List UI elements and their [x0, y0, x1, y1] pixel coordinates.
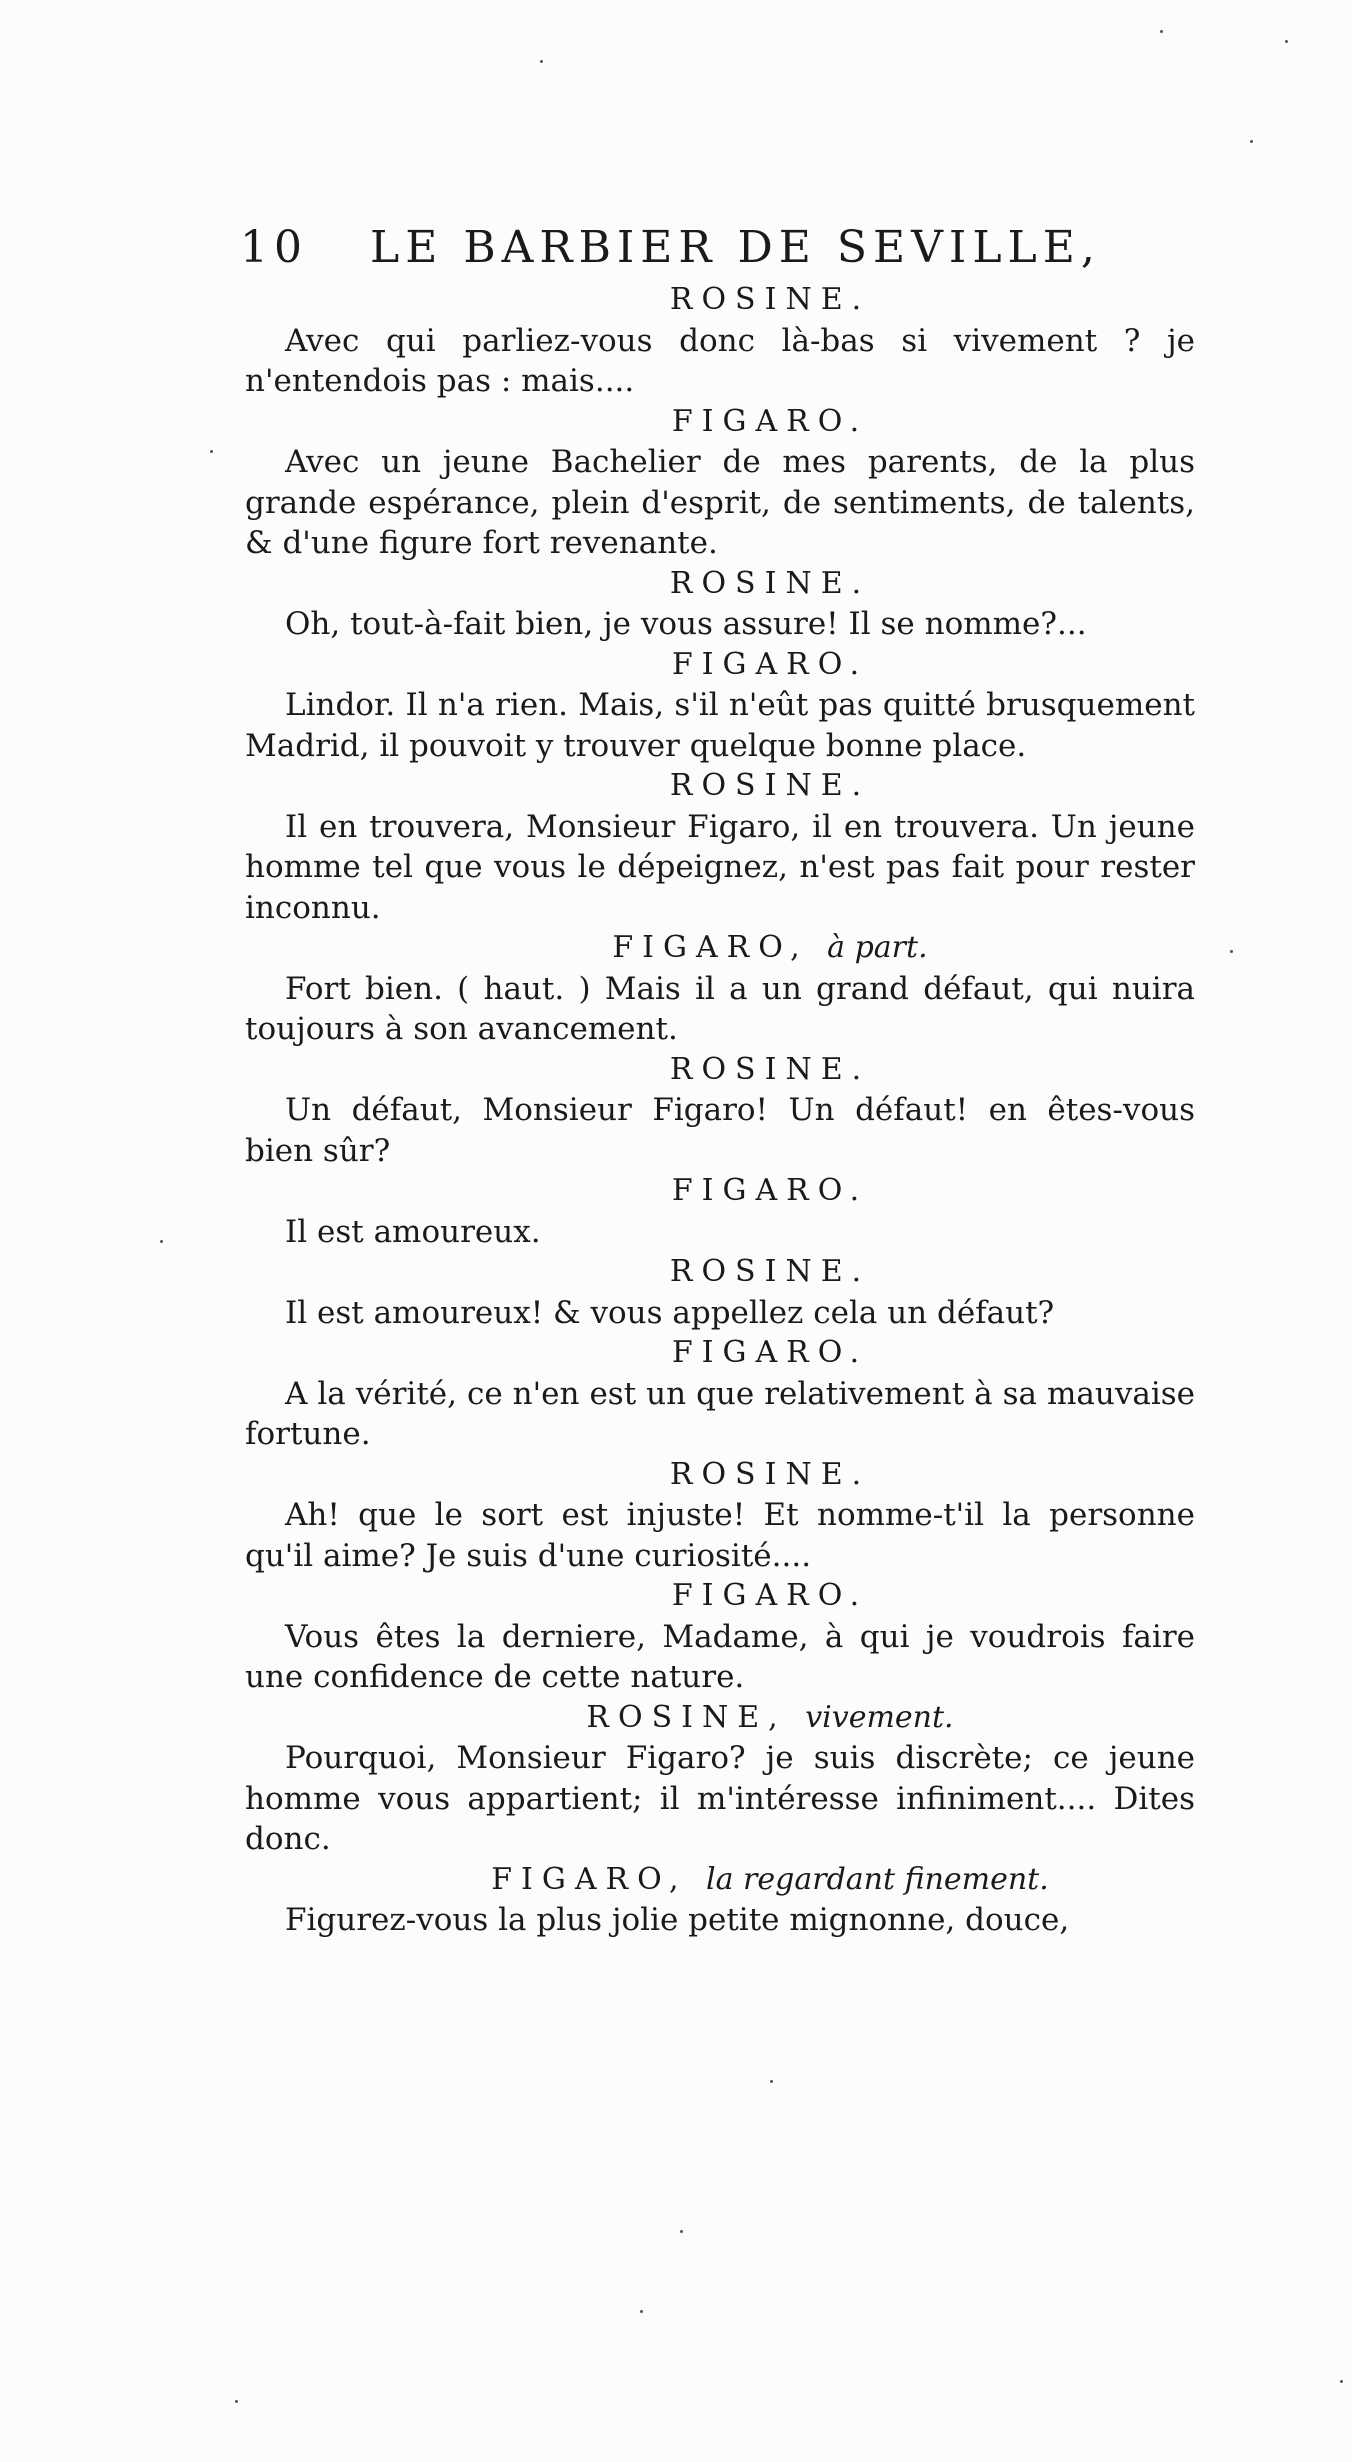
page-number: 10: [240, 222, 308, 273]
speaker-heading: [345, 1576, 1195, 1617]
stage-direction: à part.: [827, 930, 928, 965]
speech-text: Avec qui parliez-vous donc là-bas si vivement ? je n'entendois pas : mais....: [245, 322, 1195, 399]
speech-text: Ah! que le sort est injuste! Et nomme-t'il la personne qu'il aime? Je suis d'une curiosité....: [245, 1497, 1195, 1574]
speaker-name: ROSINE.: [669, 282, 871, 317]
running-header: [240, 222, 1100, 282]
stage-direction: la regardant finement.: [706, 1861, 1049, 1897]
speaker-heading: [345, 1050, 1195, 1091]
speaker-name: FIGARO.: [671, 1173, 869, 1208]
speaker-heading: [345, 1455, 1195, 1496]
stage-direction: vivement.: [805, 1699, 954, 1735]
speaker-name: FIGARO.: [671, 1578, 869, 1613]
speaker-heading: [345, 1171, 1195, 1212]
speaker-name: FIGARO.: [671, 646, 869, 682]
speech-text: Il en trouvera, Monsieur Figaro, il en trouvera. Un jeune homme tel que vous le dépeignez, n'est pas fait pour rester inconnu.: [245, 808, 1195, 926]
speaker-name: ROSINE.: [669, 1254, 871, 1289]
speaker-heading: [345, 1860, 1195, 1901]
speaker-heading: [345, 402, 1195, 443]
speaker-name: ROSINE.: [669, 565, 871, 601]
speaker-name: FIGARO.: [671, 403, 869, 439]
speaker-name: FIGARO.: [671, 1335, 869, 1370]
speech-text: Figurez-vous la plus jolie petite mignonne, douce,: [285, 1902, 1070, 1938]
speech-text: Avec un jeune Bachelier de mes parents, de la plus grande espérance, plein d'esprit, de sentiments, de talents, & d'une figure fort revenante.: [245, 444, 1195, 561]
speech-text: Fort bien. ( haut. ) Mais il a un grand défaut, qui nuira toujours à son avancement.: [245, 970, 1195, 1047]
speech-text: Un défaut, Monsieur Figaro! Un défaut! en êtes-vous bien sûr?: [245, 1092, 1195, 1169]
speech-text: A la vérité, ce n'en est un que relativement à sa mauvaise fortune.: [245, 1375, 1195, 1452]
speech-text: Il est amoureux! & vous appellez cela un défaut?: [285, 1294, 1055, 1331]
speaker-name: ROSINE,: [586, 1699, 787, 1735]
speaker-heading: [345, 766, 1195, 807]
speaker-heading: [345, 1333, 1195, 1374]
dialogue-text: [245, 280, 1195, 1941]
speech-text: Il est amoureux.: [285, 1213, 541, 1250]
speaker-name: ROSINE.: [669, 768, 871, 803]
speaker-name: FIGARO,: [491, 1861, 688, 1897]
speaker-heading: [345, 1252, 1195, 1293]
speech-text: Oh, tout-à-fait bien, je vous assure! Il se nomme?...: [285, 606, 1087, 642]
speaker-heading: [345, 1698, 1195, 1739]
speaker-heading: [345, 280, 1195, 321]
speech-text: Vous êtes la derniere, Madame, à qui je voudrois faire une confidence de cette nature.: [245, 1618, 1195, 1695]
speech-text: Pourquoi, Monsieur Figaro? je suis discrète; ce jeune homme vous appartient; il m'intéresse infiniment.... Dites donc.: [245, 1740, 1195, 1857]
speaker-heading: [345, 928, 1195, 969]
speaker-heading: [345, 645, 1195, 686]
running-title: LE BARBIER DE SEVILLE,: [370, 222, 1101, 273]
speaker-name: ROSINE.: [669, 1051, 871, 1087]
speaker-name: ROSINE.: [669, 1456, 871, 1492]
speaker-name: FIGARO,: [612, 930, 809, 965]
speech-text: Lindor. Il n'a rien. Mais, s'il n'eût pas quitté brusquement Madrid, il pouvoit y trouver quelque bonne place.: [245, 687, 1195, 764]
speaker-heading: [345, 564, 1195, 605]
